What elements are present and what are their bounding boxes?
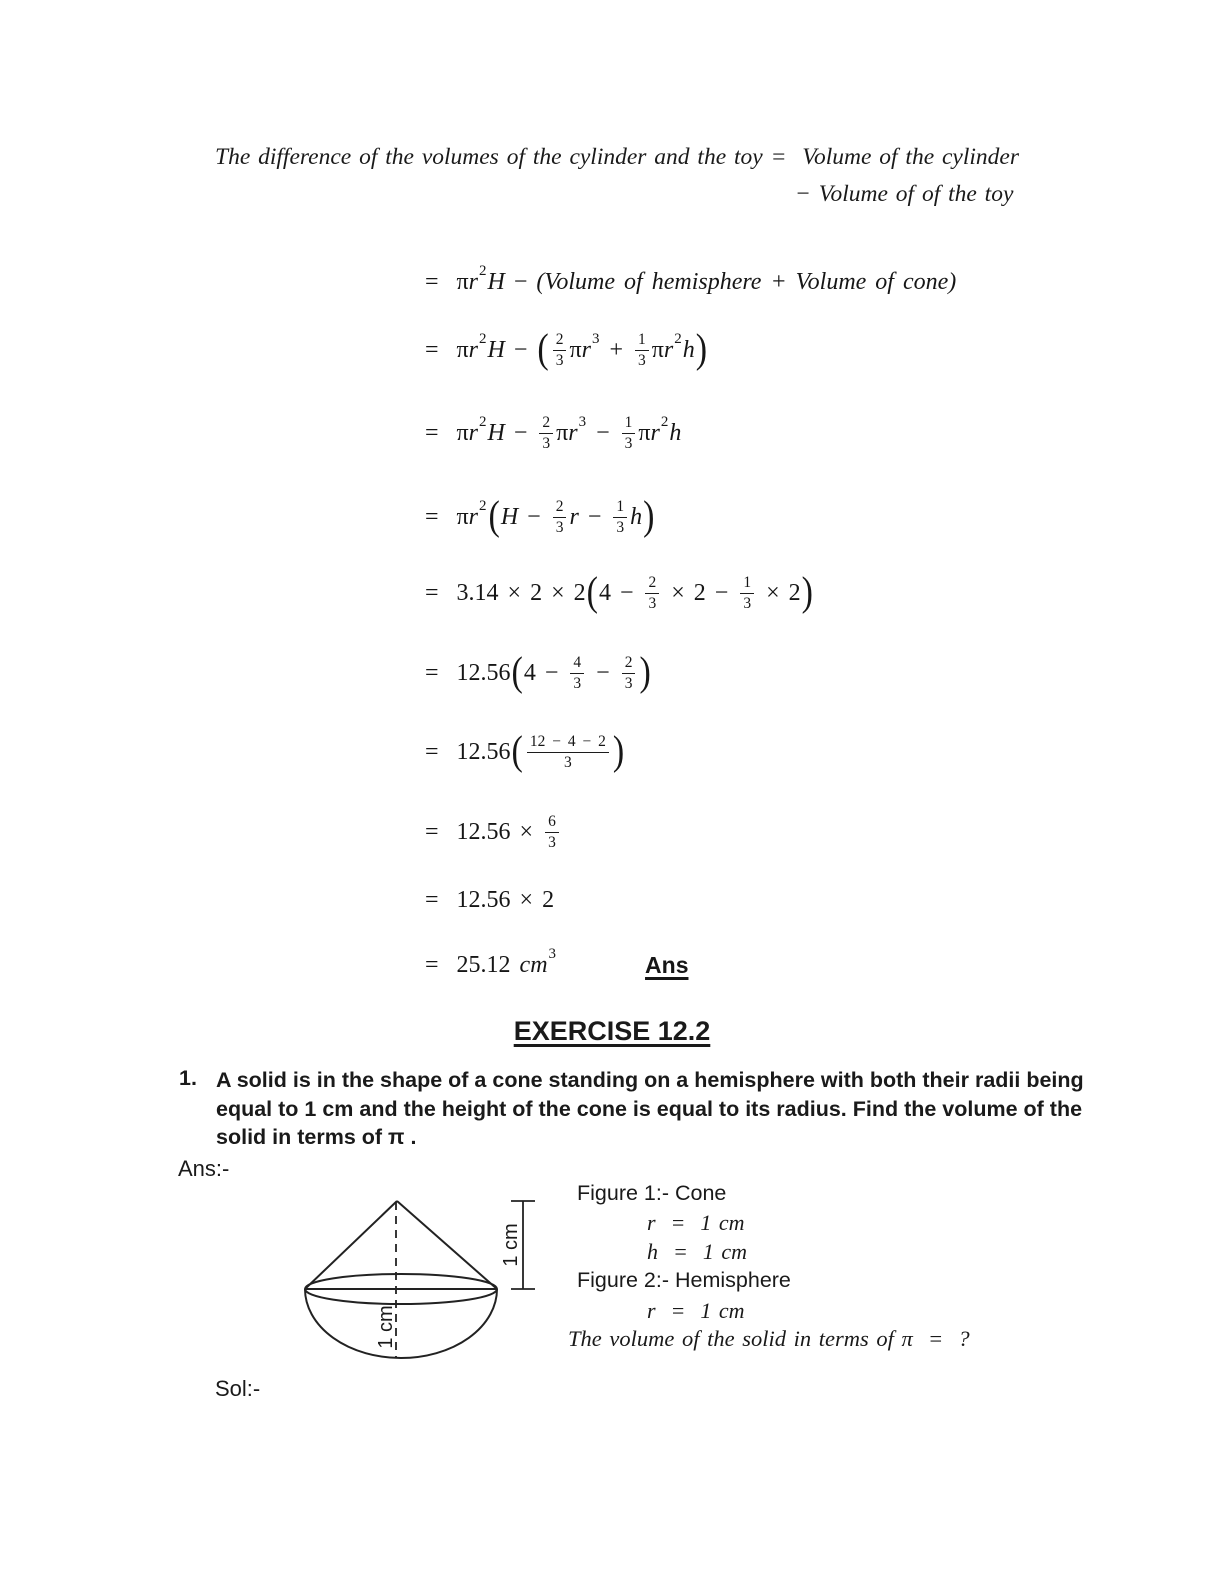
- math-text: π: [638, 419, 651, 446]
- math-superscript: 3: [591, 330, 600, 347]
- math-variable: r: [569, 503, 579, 530]
- math-text: × 2 −: [662, 579, 738, 606]
- math-text: = π: [425, 419, 469, 446]
- fraction-numerator: 1: [740, 574, 754, 593]
- math-variable: r: [663, 336, 674, 363]
- math-paren: ): [643, 494, 655, 539]
- math-paren: ): [801, 570, 813, 615]
- volume-question-line: The volume of the solid in terms of π = ?: [568, 1326, 970, 1351]
- equation-line-2: [425, 322, 708, 378]
- math-variable: H: [487, 336, 505, 363]
- math-text: × 2: [757, 579, 801, 606]
- fraction-numerator: 12 − 4 − 2: [527, 733, 609, 752]
- equation-line-4: [425, 489, 655, 545]
- math-superscript: 2: [479, 262, 487, 279]
- hemisphere-radius-label: 1 cm: [375, 1305, 397, 1349]
- math-text: −: [578, 503, 611, 530]
- math-paren: ): [639, 650, 651, 695]
- math-variable: r: [581, 336, 591, 363]
- equation-line-8: [425, 804, 562, 860]
- math-fraction: [645, 574, 659, 612]
- fraction-denominator: 3: [624, 674, 633, 692]
- math-text: π: [651, 336, 664, 363]
- intro-line-2: − Volume of of the toy: [795, 181, 1014, 207]
- math-text: −: [518, 503, 550, 530]
- fraction-numerator: 1: [635, 331, 649, 350]
- math-text: = π: [425, 503, 469, 530]
- equation-line-5: [425, 565, 814, 621]
- math-text: = 12.56 ×: [425, 818, 543, 845]
- math-variable: h: [669, 419, 682, 446]
- math-text: +: [600, 336, 632, 363]
- math-fraction: [613, 498, 627, 536]
- equation-line-9: [425, 872, 554, 928]
- math-superscript: 2: [674, 330, 682, 347]
- figure1-height-value: h = 1 cm: [647, 1239, 747, 1264]
- question-number: 1.: [179, 1066, 197, 1090]
- math-text: = π: [425, 336, 469, 363]
- math-paren: (: [537, 327, 549, 372]
- math-text: −: [587, 659, 619, 686]
- equation-line-10: [425, 937, 688, 993]
- math-text: = 12.56: [425, 738, 511, 765]
- math-fraction: [553, 331, 567, 369]
- fraction-numerator: 1: [613, 498, 627, 517]
- fraction-denominator: 3: [542, 434, 551, 452]
- exercise-heading: EXERCISE 12.2: [513, 1016, 711, 1046]
- math-text: −: [504, 268, 537, 295]
- math-superscript: 2: [479, 497, 487, 514]
- math-fraction: [622, 414, 636, 452]
- math-text: = 3.14 × 2 × 2: [425, 579, 586, 606]
- math-text: −: [504, 419, 537, 446]
- fraction-denominator: 3: [624, 434, 633, 452]
- fraction-denominator: 3: [555, 518, 564, 536]
- fraction-numerator: 6: [545, 813, 559, 832]
- answer-label: Ans: [645, 951, 689, 978]
- fraction-denominator: 3: [743, 594, 752, 612]
- fraction-numerator: 2: [645, 574, 659, 593]
- math-variable: cm: [519, 951, 548, 978]
- math-fraction: [553, 498, 567, 536]
- figure2-caption: Figure 2:- Hemisphere: [577, 1268, 791, 1292]
- math-paren: (: [488, 494, 500, 539]
- fraction-denominator: 3: [548, 833, 556, 851]
- math-fraction: [635, 331, 649, 369]
- math-variable: h: [630, 503, 643, 530]
- equation-line-6: [425, 645, 652, 701]
- math-fraction: [545, 813, 559, 851]
- math-variable: r: [568, 419, 578, 446]
- math-fraction: [570, 654, 584, 692]
- question-text: A solid is in the shape of a cone standing on a hemisphere with both their radii being equal to 1 cm and the height of the cone is equal to its radius. Find the volume of the solid in terms of π .: [216, 1068, 1084, 1149]
- math-variable: (Volume of hemisphere + Volume of cone): [536, 268, 957, 295]
- math-paren: ): [612, 729, 625, 774]
- equation-line-3: [425, 405, 681, 461]
- equation-line-1: [425, 254, 956, 310]
- figure1-radius-value: r = 1 cm: [647, 1210, 745, 1235]
- math-text: = π: [425, 268, 469, 295]
- math-text: −: [587, 419, 619, 446]
- math-fraction: [740, 574, 754, 612]
- math-variable: h: [682, 336, 695, 363]
- fraction-denominator: 3: [563, 753, 572, 771]
- math-paren: (: [586, 570, 598, 615]
- fraction-numerator: 2: [553, 498, 567, 517]
- figure1-caption: Figure 1:- Cone: [577, 1181, 727, 1205]
- math-text: 4 −: [598, 579, 643, 606]
- fraction-denominator: 3: [573, 674, 582, 692]
- math-superscript: 3: [578, 413, 587, 430]
- math-text: π: [569, 336, 582, 363]
- math-variable: H: [500, 503, 519, 530]
- fraction-numerator: 2: [622, 654, 636, 673]
- cone-height-label: 1 cm: [500, 1223, 522, 1267]
- fraction-numerator: 4: [570, 654, 584, 673]
- fraction-numerator: 2: [553, 331, 567, 350]
- math-paren: (: [511, 650, 523, 695]
- fraction-denominator: 3: [648, 594, 657, 612]
- equation-line-7: [425, 724, 625, 780]
- answer-prefix: Ans:-: [178, 1156, 230, 1181]
- math-superscript: 2: [660, 413, 669, 430]
- fraction-denominator: 3: [616, 518, 625, 536]
- math-variable: r: [468, 419, 478, 446]
- math-variable: H: [487, 268, 505, 295]
- fraction-denominator: 3: [555, 351, 564, 369]
- math-fraction: [622, 654, 636, 692]
- fraction-denominator: 3: [637, 351, 646, 369]
- math-variable: H: [487, 419, 505, 446]
- math-fraction: [527, 733, 609, 771]
- figure2-radius-value: r = 1 cm: [647, 1298, 745, 1323]
- math-text: = 12.56: [425, 659, 511, 686]
- exercise-heading-wrap: [0, 1016, 1224, 1047]
- math-variable: r: [468, 503, 478, 530]
- math-paren: (: [511, 729, 523, 774]
- math-variable: r: [650, 419, 660, 446]
- math-text: −: [504, 336, 537, 363]
- math-superscript: 2: [479, 330, 487, 347]
- cone-hemisphere-figure: [280, 1175, 550, 1370]
- math-text: = 25.12: [425, 951, 520, 978]
- fraction-numerator: 1: [622, 414, 636, 433]
- math-superscript: 2: [479, 413, 487, 430]
- solution-prefix: Sol:-: [215, 1376, 261, 1401]
- math-text: 4 −: [523, 659, 568, 686]
- intro-line-1: The difference of the volumes of the cylinder and the toy = Volume of the cylinder: [215, 144, 1020, 170]
- math-variable: r: [468, 268, 478, 295]
- math-fraction: [539, 414, 553, 452]
- math-superscript: 3: [548, 945, 557, 962]
- fraction-numerator: 2: [539, 414, 553, 433]
- math-text: = 12.56 × 2: [425, 886, 555, 913]
- math-variable: r: [468, 336, 478, 363]
- math-paren: ): [695, 327, 708, 372]
- math-text: π: [556, 419, 569, 446]
